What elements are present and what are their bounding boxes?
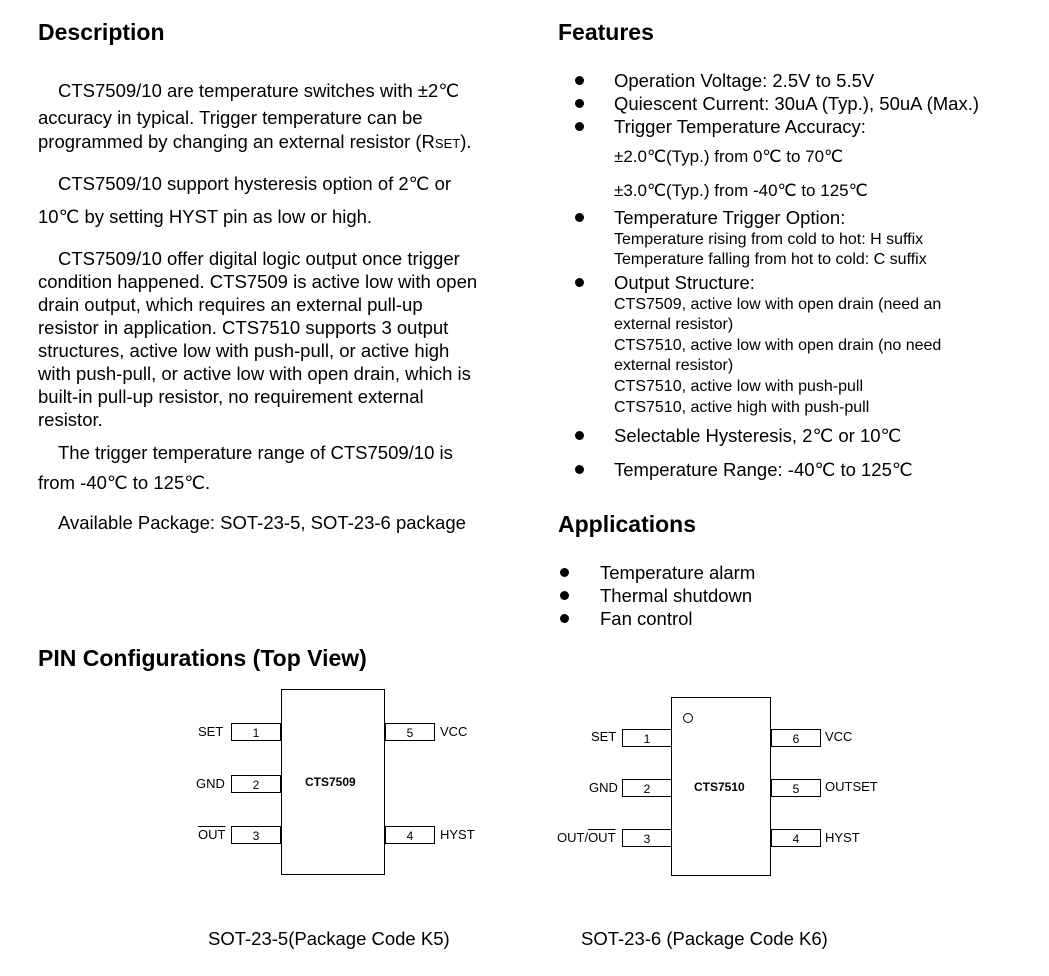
pin-label-part: OUT/ [557,830,589,845]
desc-line: from -40℃ to 125℃. [38,472,211,493]
desc-line [38,130,472,155]
desc-line: resistor. [38,409,103,430]
pin-label: OUTSET [825,779,878,794]
desc-line: 10℃ by setting HYST pin as low or high. [38,206,373,227]
pin-box: 4 [385,826,435,844]
bullet-icon [575,465,584,474]
pin-label: VCC [825,729,853,744]
pin-box: 6 [771,729,821,747]
chip-name: CTS7509 [305,775,356,789]
pin-box: 4 [771,829,821,847]
bullet-icon [575,76,584,85]
desc-line: The trigger temperature range of CTS7509/10 is [58,442,453,463]
feature-subitem: CTS7510, active high with push-pull [614,399,870,416]
feature-item: Selectable Hysteresis, 2℃ or 10℃ [614,425,902,446]
description-heading: Description [38,19,165,45]
desc-line: CTS7509/10 offer digital logic output once trigger [58,248,460,269]
feature-item: Operation Voltage: 2.5V to 5.5V [614,70,875,91]
bullet-icon [560,568,569,577]
application-item: Thermal shutdown [600,585,753,606]
pin-box: 5 [771,779,821,797]
package-caption: SOT-23-6 (Package Code K6) [581,928,828,949]
pin-label: HYST [825,830,860,845]
feature-subitem: Temperature falling from hot to cold: C suffix [614,251,927,268]
feature-subitem: ±2.0℃(Typ.) from 0℃ to 70℃ [614,147,844,166]
feature-item: Temperature Range: -40℃ to 125℃ [614,459,913,480]
desc-line: built-in pull-up resistor, no requirement external [38,386,424,407]
package-caption: SOT-23-5(Package Code K5) [208,928,450,949]
desc-line: CTS7509/10 are temperature switches with ±2℃ [58,80,460,101]
pin-box: 1 [231,723,281,741]
pin-box: 2 [231,775,281,793]
bullet-icon [575,213,584,222]
feature-subitem: CTS7509, active low with open drain (need an [614,296,942,313]
bullet-icon [575,99,584,108]
feature-subitem: CTS7510, active low with open drain (no need [614,337,942,354]
pin-box: 1 [622,729,672,747]
pin-box: 3 [622,829,672,847]
application-item: Fan control [600,608,693,629]
bullet-icon [560,614,569,623]
desc-text: programmed by changing an external resistor (R [38,131,435,152]
feature-subitem: external resistor) [614,357,734,374]
features-heading: Features [558,19,654,45]
desc-line: structures, active low with push-pull, or active high [38,340,450,361]
feature-item: Temperature Trigger Option: [614,207,846,228]
feature-subitem: ±3.0℃(Typ.) from -40℃ to 125℃ [614,181,868,200]
pin-label: VCC [440,724,468,739]
pin-label: SET [198,724,224,739]
desc-line: accuracy in typical. Trigger temperature can be [38,107,423,128]
pin-label: GND [196,776,225,791]
pin-box: 2 [622,779,672,797]
pin-box: 3 [231,826,281,844]
feature-item: Quiescent Current: 30uA (Typ.), 50uA (Max.) [614,93,980,114]
desc-text: ). [460,131,472,152]
desc-line: with push-pull, or active low with open drain, which is [38,363,471,384]
pin-label: $\overline{OUT}$ [198,827,226,842]
bullet-icon [575,122,584,131]
rset-subscript: SET [434,136,461,151]
desc-line: Available Package: SOT-23-5, SOT-23-6 package [58,512,466,533]
feature-subitem: external resistor) [614,316,734,333]
desc-line: condition happened. CTS7509 is active low with open [38,271,478,292]
bullet-icon [560,591,569,600]
applications-heading: Applications [558,511,697,537]
pin-box: 5 [385,723,435,741]
feature-item: Output Structure: [614,272,755,293]
desc-line: CTS7509/10 support hysteresis option of 2℃ or [58,173,452,194]
feature-subitem: CTS7510, active low with push-pull [614,378,864,395]
pin-label [557,830,616,846]
feature-item: Trigger Temperature Accuracy: [614,116,866,137]
desc-line: drain output, which requires an external pull-up [38,294,423,315]
pin1-marker-icon [683,713,693,723]
pin-config-heading: PIN Configurations (Top View) [38,645,367,671]
application-item: Temperature alarm [600,562,756,583]
pin-label: GND [589,780,618,795]
pin-label: SET [591,729,617,744]
feature-subitem: Temperature rising from cold to hot: H suffix [614,231,924,248]
pin-label-part: $\overline{OUT}$ [588,830,616,845]
pin-label: HYST [440,827,475,842]
bullet-icon [575,278,584,287]
bullet-icon [575,431,584,440]
chip-name: CTS7510 [694,780,745,794]
desc-line: resistor in application. CTS7510 supports 3 output [38,317,449,338]
